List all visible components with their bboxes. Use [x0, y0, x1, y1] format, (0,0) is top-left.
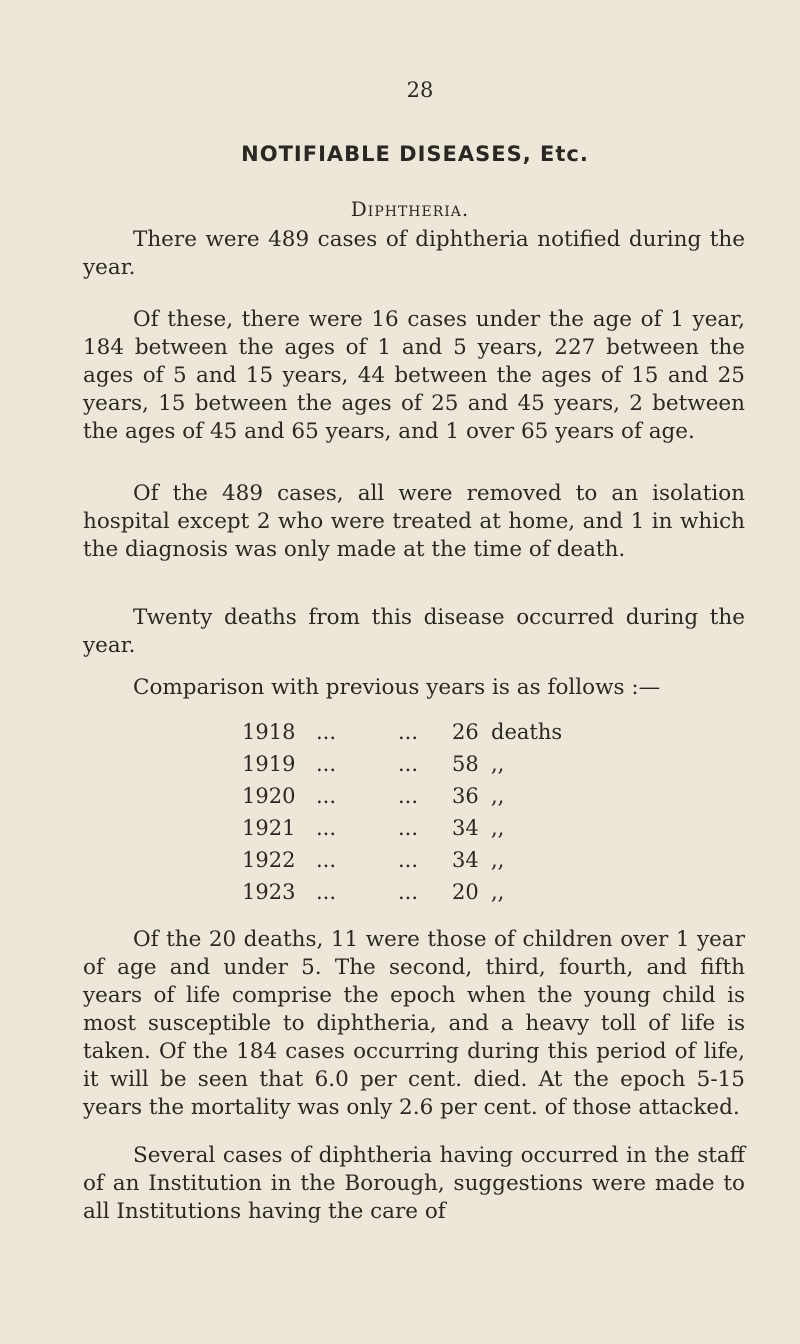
deaths-cell: 36: [452, 784, 479, 808]
unit-cell: ,,: [491, 848, 505, 872]
deaths-cell: 34: [452, 816, 479, 840]
unit-cell: ,,: [491, 784, 505, 808]
paragraph-deaths: Twenty deaths from this disease occurred during the year.: [83, 605, 745, 658]
leader-dots: ...: [316, 720, 337, 744]
unit-cell: ,,: [491, 880, 505, 904]
deaths-cell: 20: [452, 880, 479, 904]
unit-cell: ,,: [491, 752, 505, 776]
paragraph-comparison-intro: Comparison with previous years is as follows :—: [133, 675, 661, 700]
leader-dots: ...: [398, 752, 419, 776]
leader-dots: ...: [398, 784, 419, 808]
page-number: 28: [406, 78, 434, 102]
leader-dots: ...: [398, 720, 419, 744]
subsection-heading: Diphtheria.: [350, 197, 470, 221]
year-cell: 1919: [242, 752, 296, 776]
year-cell: 1922: [242, 848, 296, 872]
deaths-cell: 58: [452, 752, 479, 776]
deaths-cell: 26: [452, 720, 479, 744]
year-cell: 1918: [242, 720, 296, 744]
leader-dots: ...: [316, 880, 337, 904]
section-heading: NOTIFIABLE DISEASES, Etc.: [241, 142, 589, 166]
leader-dots: ...: [398, 848, 419, 872]
year-cell: 1923: [242, 880, 296, 904]
paragraph-cases-notified: There were 489 cases of diphtheria notified during the year.: [83, 227, 745, 280]
leader-dots: ...: [316, 848, 337, 872]
unit-cell: ,,: [491, 816, 505, 840]
leader-dots: ...: [398, 816, 419, 840]
paragraph-child-mortality: Of the 20 deaths, 11 were those of children over 1 year of age and under 5. The second, third, fourth, and fifth years of life comprise the epoch when the young child is most susceptible to diphtheria, and a heavy toll of life is taken. Of the 184 cases occurring during this period of life, it will be seen that 6.0 per cent. died. At the epoch 5-15 years the mortality was only 2.6 per cent. of those attacked.: [83, 927, 745, 1120]
table-row: [0, 784, 800, 812]
table-row: [0, 880, 800, 908]
table-row: [0, 720, 800, 748]
table-row: [0, 752, 800, 780]
paragraph-age-breakdown: Of these, there were 16 cases under the age of 1 year, 184 between the ages of 1 and 5 years, 227 between the ages of 5 and 15 years, 44 between the ages of 15 and 25 years, 15 between the ages of 25 and 45 years, 2 between the ages of 45 and 65 years, and 1 over 65 years of age.: [83, 307, 745, 444]
paragraph-institution-cases: Several cases of diphtheria having occurred in the staff of an Institution in the Borough, suggestions were made to all Institutions having the care of: [83, 1143, 745, 1224]
leader-dots: ...: [316, 752, 337, 776]
unit-cell: deaths: [491, 720, 563, 744]
leader-dots: ...: [316, 816, 337, 840]
leader-dots: ...: [398, 880, 419, 904]
leader-dots: ...: [316, 784, 337, 808]
paragraph-isolation: Of the 489 cases, all were removed to an isolation hospital except 2 who were treated at home, and 1 in which the diagnosis was only made at the time of death.: [83, 481, 745, 562]
year-cell: 1921: [242, 816, 296, 840]
deaths-cell: 34: [452, 848, 479, 872]
year-cell: 1920: [242, 784, 296, 808]
table-row: [0, 848, 800, 876]
table-row: [0, 816, 800, 844]
